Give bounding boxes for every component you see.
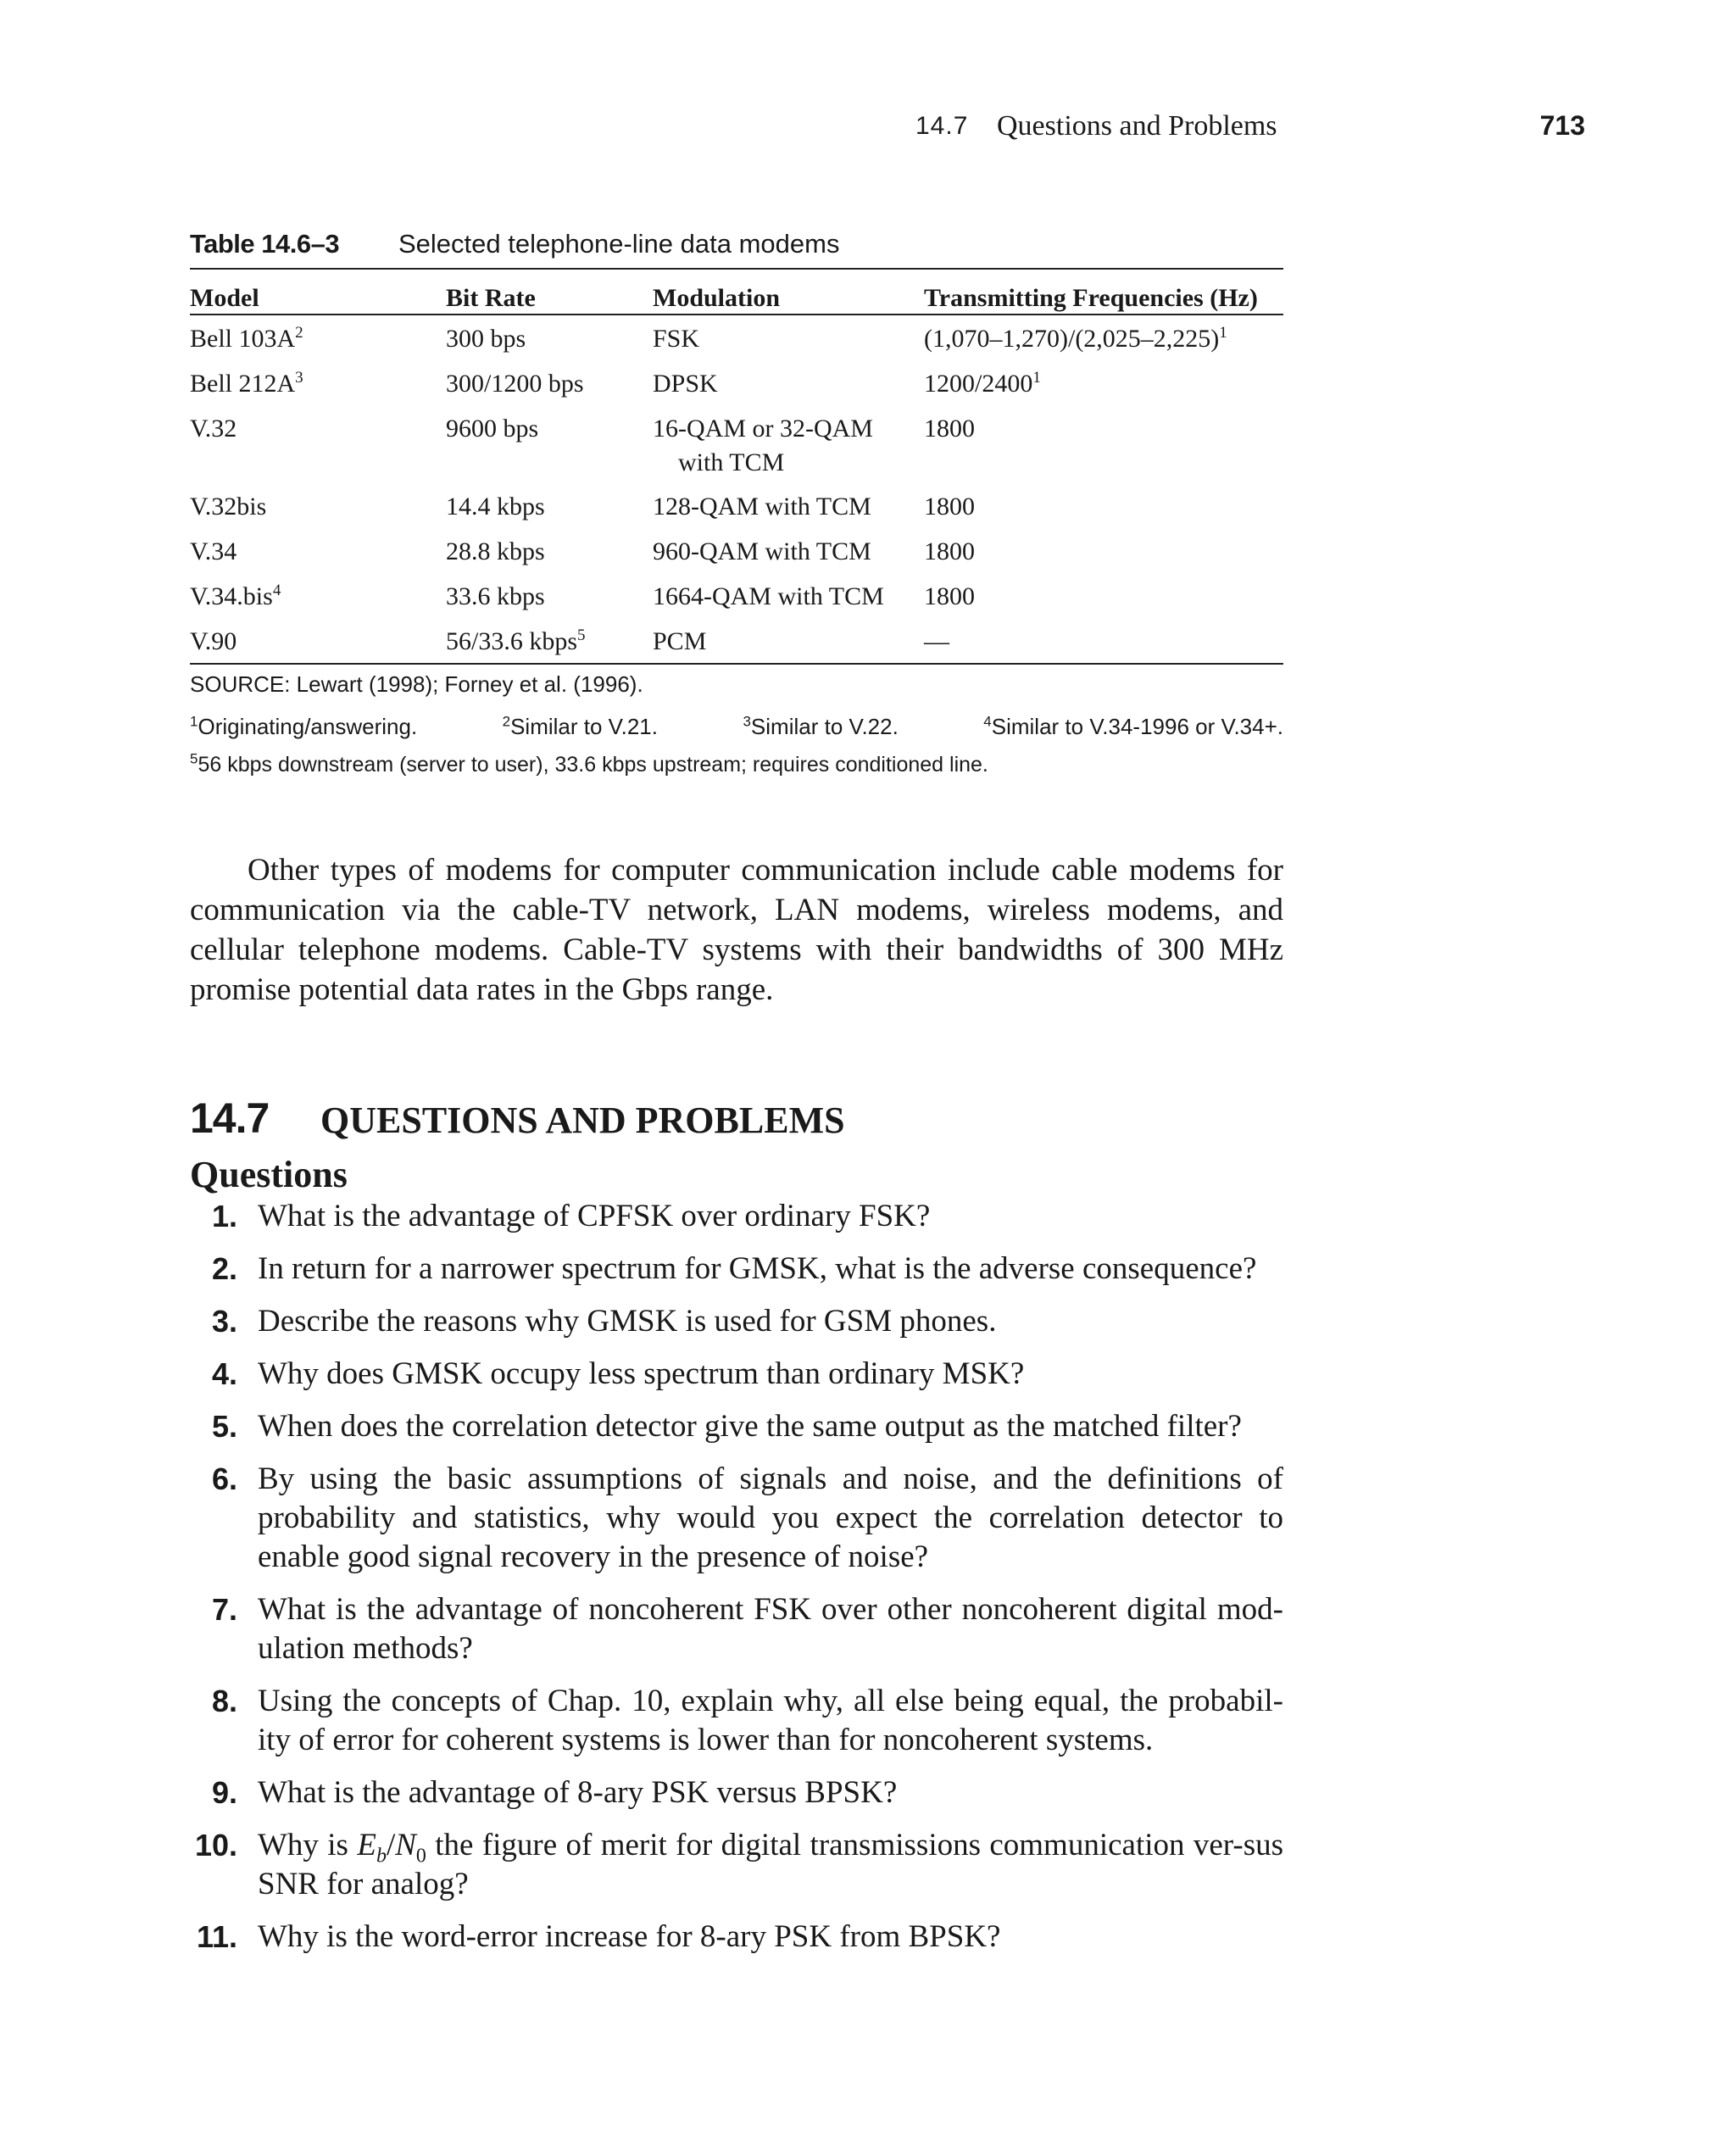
cell-model: V.32bis [190, 493, 267, 521]
table-row [190, 405, 1283, 483]
section-heading [190, 1094, 1283, 1148]
cell-modulation: 128-QAM with TCM [653, 493, 871, 521]
header-modulation: Modulation [653, 284, 781, 312]
table-label: Table 14.6–3 [190, 229, 340, 259]
table-header-row [190, 270, 1283, 314]
footnote-1: $^1$Originating/answering. [190, 713, 418, 739]
question-number: 5. [211, 1409, 237, 1444]
cell-bit-rate: 28.8 kbps [446, 537, 545, 565]
question-text: In return for a narrower spectrum for GMSK, what is the adverse consequence? [258, 1251, 1257, 1286]
running-head-title: Questions and Problems [997, 110, 1277, 142]
superscript: 2 [295, 324, 303, 342]
cell-frequencies: 1800 [924, 415, 975, 443]
cell-bit-rate: 33.6 kbps [446, 582, 545, 610]
body-paragraph: Other types of modems for computer communication include cable modems for communication via the cable-TV network, LAN modems, wireless modems, and cellular telephone modems. Cable-TV systems with their bandwidths of 300 MHz promise potential data rates in the Gbps range. [190, 853, 1283, 1007]
table-caption-text: Selected telephone-line data modems [398, 229, 840, 259]
question-text: Why is the word-error increase for 8-ary PSK from BPSK? [258, 1919, 1001, 1954]
question-number: 6. [211, 1461, 237, 1496]
modems-table [190, 268, 1283, 665]
question-text: What is the advantage of 8-ary PSK versus BPSK? [258, 1775, 898, 1810]
header-frequencies: Transmitting Frequencies (Hz) [924, 284, 1258, 312]
cell-frequencies: $(1,070-1,270)/(2,025-2,225)^1$ [924, 324, 1227, 353]
cell-model: Bell $212A^3$ [190, 369, 303, 398]
subscript: 0 [415, 1845, 426, 1868]
table-row [190, 528, 1283, 573]
subscript: b [376, 1845, 387, 1868]
question-item [190, 1918, 1283, 1957]
footnote-4: $^4$Similar to V.34-1996 or V.34+. [983, 713, 1283, 739]
cell-modulation: 960-QAM with TCM [653, 537, 871, 565]
header-bit-rate: Bit Rate [446, 284, 536, 312]
cell-frequencies: 1800 [924, 493, 975, 521]
cell-bit-rate: 300 bps [446, 325, 526, 353]
question-item [190, 1197, 1283, 1236]
math-N: N [395, 1828, 416, 1862]
section-number: 14.7 [190, 1094, 270, 1142]
question-number: 8. [211, 1684, 237, 1718]
question-number: 11. [196, 1919, 237, 1954]
question-text: Why is $E_b/N_0$ the figure of merit for digital transmissions communication ver-sus SNR for analog? [258, 1828, 1283, 1901]
cell-modulation: FSK [653, 325, 700, 353]
question-item [190, 1590, 1283, 1668]
question-text: When does the correlation detector give the same output as the matched filter? [258, 1409, 1242, 1444]
question-number: 10. [194, 1828, 237, 1862]
superscript: 3 [295, 369, 303, 387]
superscript: 1 [1032, 369, 1041, 387]
cell-frequencies: — [924, 627, 949, 655]
footnote-2: $^2$Similar to V.21. [502, 713, 658, 739]
section-title: QUESTIONS AND PROBLEMS [320, 1100, 845, 1141]
superscript: 5 [577, 626, 586, 644]
questions-list [190, 1197, 1283, 1970]
cell-model: V.90 [190, 627, 237, 655]
math-E: $E_b$ [357, 1828, 387, 1868]
cell-bit-rate: 56/33.6 kbps$^5$ [446, 626, 586, 655]
question-item [190, 1682, 1283, 1760]
question-number: 9. [211, 1775, 237, 1810]
table-row [190, 315, 1283, 360]
table-row [190, 573, 1283, 618]
question-number: 7. [211, 1592, 237, 1627]
question-text: Describe the reasons why GMSK is used for GSM phones. [258, 1304, 997, 1339]
question-item [190, 1355, 1283, 1394]
cell-modulation: PCM [653, 627, 707, 655]
table-source: SOURCE: Lewart (1998); Forney et al. (1996). [190, 671, 643, 697]
cell-modulation-continued: with TCM [678, 448, 785, 476]
question-number: 2. [211, 1251, 237, 1286]
cell-modulation: DPSK [653, 370, 718, 398]
superscript: 1 [1219, 324, 1227, 342]
question-text: By using the basic assumptions of signals and noise, and the definitions of probability and statistics, why would you expect the correlation detector to enable good signal recovery in the presence of noise? [258, 1461, 1283, 1574]
question-item [190, 1773, 1283, 1812]
question-text: What is the advantage of CPFSK over ordinary FSK? [258, 1199, 931, 1233]
question-number: 3. [211, 1304, 237, 1339]
question-text: What is the advantage of noncoherent FSK over other noncoherent digital mod-ulation methods? [258, 1592, 1283, 1666]
question-item [190, 1250, 1283, 1289]
table-row [190, 360, 1283, 405]
table-footnotes [190, 714, 1283, 740]
cell-bit-rate: 14.4 kbps [446, 493, 545, 521]
page-number: 713 [1539, 110, 1585, 141]
question-number: 1. [211, 1199, 237, 1233]
cell-bit-rate: 9600 bps [446, 415, 539, 443]
question-item [190, 1407, 1283, 1446]
questions-subheading: Questions [190, 1154, 348, 1195]
cell-frequencies: 1800 [924, 582, 975, 610]
table-body [190, 315, 1283, 663]
question-text: Why does GMSK occupy less spectrum than ordinary MSK? [258, 1356, 1025, 1391]
running-head [915, 109, 1585, 151]
cell-bit-rate: 300/1200 bps [446, 370, 584, 398]
cell-model: V.34 [190, 537, 237, 565]
cell-modulation: 16-QAM or 32-QAM with TCM [653, 412, 873, 480]
question-number: 4. [211, 1356, 237, 1391]
cell-modulation: 1664-QAM with TCM [653, 582, 884, 610]
question-text: Using the concepts of Chap. 10, explain why, all else being equal, the probabil-ity of error for coherent systems is lower than for noncoherent systems. [258, 1684, 1283, 1757]
footnote-5: $^5$56 kbps downstream (server to user), 33.6 kbps upstream; requires conditioned line. [190, 750, 988, 777]
question-item [190, 1302, 1283, 1341]
cell-frequencies: 1200/2400$^1$ [924, 369, 1041, 398]
table-row [190, 618, 1283, 663]
table-row [190, 483, 1283, 528]
cell-model: V.32 [190, 415, 237, 443]
superscript: 4 [272, 582, 281, 599]
question-item [190, 1460, 1283, 1577]
table-bottom-rule [190, 663, 1283, 665]
running-head-section: 14.7 [915, 112, 969, 140]
question-item [190, 1826, 1283, 1904]
cell-model: V.34.bis$^4$ [190, 582, 281, 610]
cell-model: Bell $103A^2$ [190, 324, 303, 353]
footnote-3: $^3$Similar to V.22. [743, 713, 899, 739]
header-model: Model [190, 284, 259, 312]
cell-frequencies: 1800 [924, 537, 975, 565]
